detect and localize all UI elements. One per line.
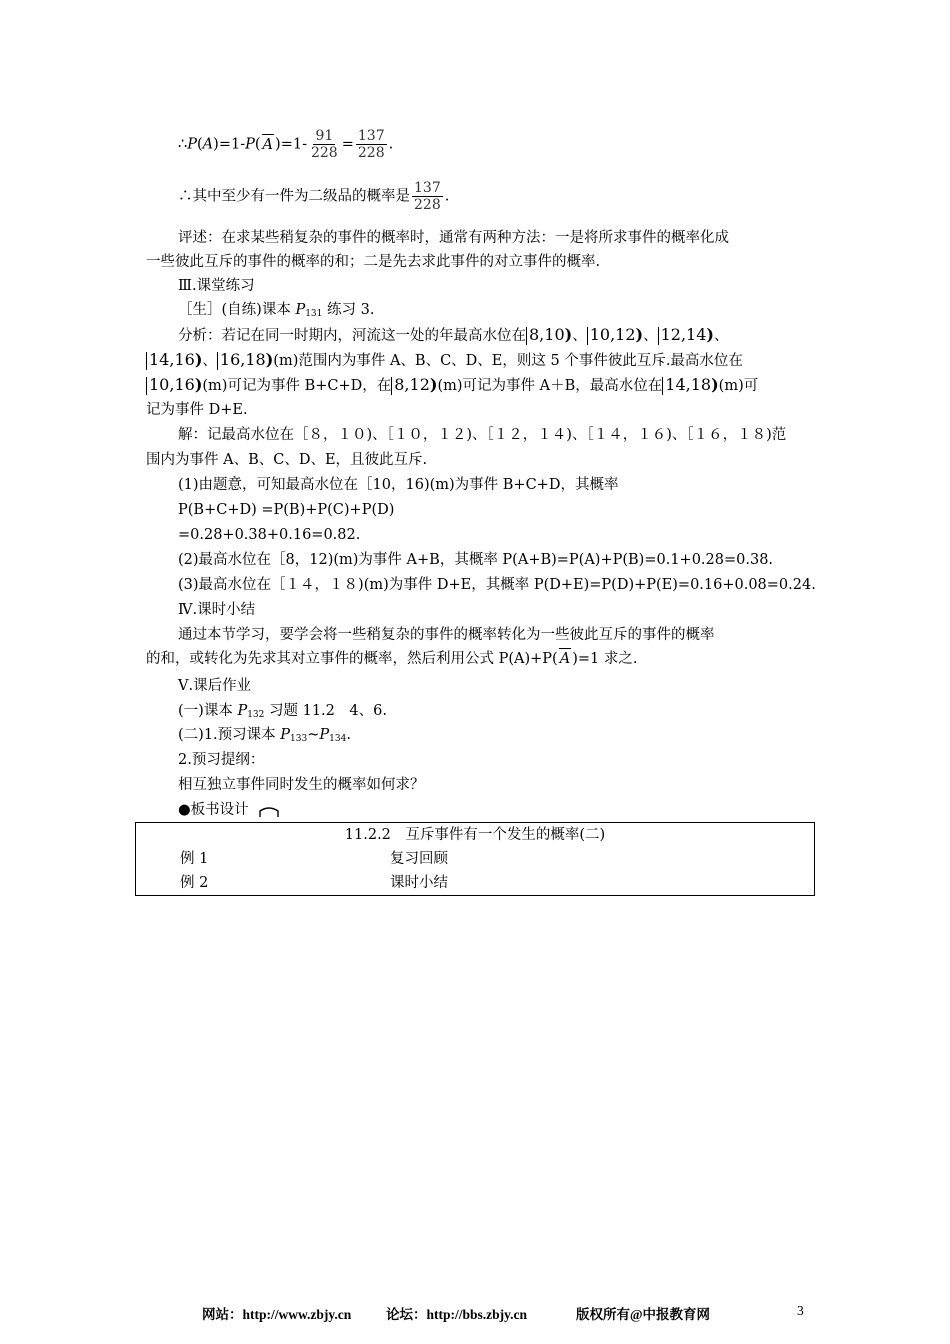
bracket-left — [658, 327, 659, 345]
formula-line-1: ∴P(A)=1-P( A )=1- $\frac{91}{228}$ = $\frac{137}{228}$ . — [178, 128, 394, 161]
analysis-line-3 — [146, 375, 758, 396]
board-design-table — [135, 822, 815, 896]
p-symbol: P — [295, 302, 306, 318]
period: . — [444, 188, 450, 205]
solution-part-1: (1)由题意，可知最高水位在［10，16)(m)为事件 B+C+D，其概率 — [178, 477, 619, 493]
comment-line-2: 一些彼此互斥的事件的概率的和；二是先去求此事件的对立事件的概率. — [146, 254, 601, 270]
fraction-numerator: 137 — [357, 128, 385, 144]
paren-right: ) — [265, 350, 274, 369]
board-cell: 例 2 — [180, 875, 209, 891]
exercise-line — [178, 300, 374, 324]
section-heading-board: ●板书设计 — [178, 802, 249, 818]
text-fragment: ［生］(自练)课本 — [178, 302, 296, 318]
bracket-left — [146, 352, 147, 370]
fraction-137-228 — [412, 180, 443, 213]
analysis-line-2 — [146, 350, 743, 371]
interval-value: 10,16 — [149, 375, 195, 394]
interval-8-12 — [391, 375, 437, 394]
footer-forum-link[interactable]: 论坛：http://bbs.zbjy.cn — [386, 1307, 528, 1322]
solution-line-1: 解：记最高水位在［８，１０)、［１０，１２)、［１２，１４)、［１４，１６)、［１６，１８)范 — [178, 427, 787, 443]
analysis-line-1 — [178, 325, 728, 346]
interval-value: 14,18 — [665, 375, 712, 394]
text-fragment: )=1 求之. — [572, 651, 638, 667]
text-fragment: 习题 11.2 4、6. — [264, 703, 387, 719]
solution-part-2: (2)最高水位在［8，12)(m)为事件 A+B，其概率 P(A+B)=P(A)+P(B)=0.1+0.28=0.38. — [178, 552, 774, 568]
p-symbol: P — [245, 136, 255, 153]
interval-10-12 — [587, 325, 643, 344]
solution-part-3: (3)最高水位在［１４，１８)(m)为事件 D+E，其概率 P(D+E)=P(D)+P(E)=0.16+0.08=0.24. — [178, 577, 816, 593]
interval-value: 8,12 — [394, 375, 430, 394]
text-fragment: 的和，或转化为先求其对立事件的概率，然后利用公式 P(A)+P( — [146, 651, 558, 667]
table-row — [136, 823, 815, 848]
separator: 、 — [643, 328, 658, 344]
bracket-left — [587, 327, 588, 345]
section-heading-practice: Ⅲ.课堂练习 — [178, 278, 255, 294]
interval-value: 10,12 — [589, 325, 636, 344]
analysis-text: (m)可记为事件 B+C+D，在 — [202, 378, 392, 394]
equals-sign: = — [341, 136, 354, 153]
fraction-137-228 — [356, 128, 387, 161]
text-fragment: 练习 3. — [322, 302, 375, 318]
event-a: A — [202, 136, 214, 153]
paren-right: ) — [564, 325, 573, 344]
interval-12-14 — [658, 325, 714, 344]
text-fragment: (二)1.预习课本 — [178, 727, 281, 743]
separator: 、 — [572, 328, 587, 344]
text-fragment: =1- — [218, 136, 246, 153]
separator: 、 — [713, 328, 729, 344]
arc-mark-icon — [258, 805, 280, 819]
p-symbol: P — [280, 727, 291, 743]
board-title: 11.2.2 互斥事件有一个发生的概率(二) — [344, 827, 606, 843]
analysis-line-4: 记为事件 D+E. — [146, 402, 248, 418]
footer-copyright: 版权所有@中报教育网 — [576, 1307, 711, 1322]
homework-line-1 — [178, 701, 387, 725]
table-row — [136, 847, 815, 871]
text-fragment: =1- — [280, 136, 307, 153]
footer-site-link[interactable]: 网站：http://www.zbjy.cn — [202, 1307, 352, 1322]
board-cell: 例 1 — [180, 851, 209, 867]
fraction-91-228 — [309, 128, 340, 161]
text-fragment: (一)课本 — [178, 703, 238, 719]
fraction-denominator: 228 — [310, 145, 338, 161]
analysis-text: (m)可记为事件 A＋B，最高水位在 — [437, 378, 663, 394]
summary-line-1: 通过本节学习，要学会将一些稍复杂的事件的概率转化为一些彼此互斥的事件的概率 — [178, 627, 715, 643]
interval-14-18 — [662, 375, 718, 394]
interval-value: 16,18 — [219, 350, 266, 369]
table-row — [136, 871, 815, 896]
fraction-denominator: 228 — [357, 145, 385, 161]
paren-right: ) — [706, 325, 714, 344]
preview-outline: 2.预习提纲： — [178, 752, 265, 768]
bracket-left — [391, 377, 392, 395]
section-heading-summary: Ⅳ.课时小结 — [178, 602, 256, 618]
p-symbol: P — [237, 703, 248, 719]
paren-right: ) — [711, 375, 719, 394]
separator: 、 — [202, 353, 217, 369]
page-subscript: 132 — [247, 710, 265, 720]
bracket-left — [662, 377, 663, 395]
paren-right: ) — [194, 375, 203, 394]
fraction-denominator: 228 — [414, 197, 441, 213]
paren-right: ) — [635, 325, 644, 344]
page-subscript: 131 — [305, 309, 323, 319]
solution-formula-2: =0.28+0.38+0.16=0.82. — [178, 527, 361, 543]
p-symbol: P — [319, 727, 330, 743]
interval-value: 14,16 — [149, 350, 195, 369]
homework-line-2 — [178, 725, 351, 749]
interval-14-16 — [146, 350, 202, 369]
complement-a: A — [559, 651, 571, 667]
analysis-text: (m)范围内为事件 A、B、C、D、E，则这 5 个事件彼此互斥.最高水位在 — [273, 353, 743, 369]
fraction-numerator: 91 — [315, 128, 334, 144]
comment-line-1: 评述：在求某些稍复杂的事件的概率时，通常有两种方法：一是将所求事件的概率化成 — [178, 230, 729, 246]
tilde: ~ — [307, 727, 320, 743]
preview-question: 相互独立事件同时发生的概率如何求？ — [178, 777, 425, 793]
p-symbol: P — [187, 136, 197, 153]
page-number: 3 — [797, 1303, 804, 1318]
analysis-text: (m)可 — [718, 378, 759, 394]
conclusion-line — [178, 180, 449, 213]
interval-value: 8,10 — [529, 325, 565, 344]
bracket-left — [217, 352, 218, 370]
period: . — [346, 727, 351, 743]
therefore-symbol: ∴ — [178, 136, 188, 153]
interval-value: 12,14 — [660, 325, 707, 344]
interval-10-16 — [146, 375, 202, 394]
analysis-text: 分析：若记在同一时期内，河流这一处的年最高水位在 — [178, 328, 526, 344]
paren-right: ) — [429, 375, 438, 394]
page-subscript: 134 — [329, 734, 347, 744]
period: . — [388, 136, 394, 153]
page-subscript: 133 — [290, 734, 308, 744]
solution-line-2: 围内为事件 A、B、C、D、E，且彼此互斥. — [146, 452, 428, 468]
section-heading-homework: Ⅴ.课后作业 — [178, 678, 252, 694]
board-cell: 复习回顾 — [390, 851, 448, 867]
solution-formula-1: P(B+C+D) =P(B)+P(C)+P(D) — [178, 502, 395, 518]
interval-16-18 — [217, 350, 273, 369]
paren-right: ) — [194, 350, 203, 369]
board-cell: 课时小结 — [390, 875, 448, 891]
bracket-left — [526, 327, 527, 345]
interval-8-10 — [526, 325, 572, 344]
summary-line-2 — [146, 649, 637, 669]
complement-a: A — [262, 136, 274, 153]
bracket-left — [146, 377, 147, 395]
fraction-numerator: 137 — [414, 180, 441, 196]
conclusion-text: ∴其中至少有一件为二级品的概率是 — [178, 188, 410, 205]
